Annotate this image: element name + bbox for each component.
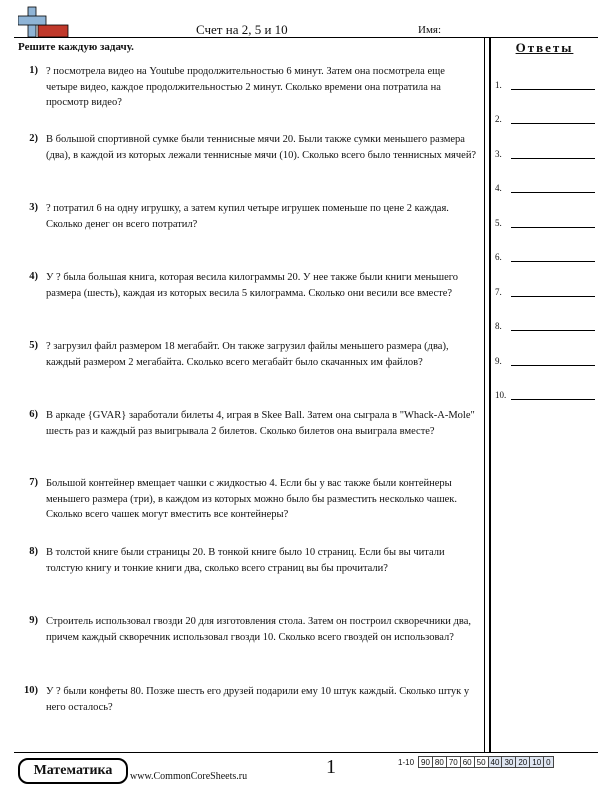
problem-number: 3) — [29, 202, 38, 213]
problem-text: Строитель использовал гвозди 20 для изготовления стола. Затем он построил скворечники два, причем каждый скворечник использовал гвозди 10. Сколько всего гвоздей он использовал? — [46, 616, 471, 643]
math-logo-icon — [18, 5, 70, 39]
score-cell: 10 — [530, 757, 544, 768]
problem-number: 1) — [29, 65, 38, 76]
answer-line[interactable] — [511, 158, 595, 159]
problem-number: 9) — [29, 615, 38, 626]
page-number: 1 — [326, 756, 336, 778]
score-cell: 60 — [460, 757, 474, 768]
answer-line[interactable] — [511, 261, 595, 262]
site-link[interactable]: www.CommonCoreSheets.ru — [130, 771, 248, 782]
score-cell: 50 — [474, 757, 488, 768]
problem-number: 6) — [29, 409, 38, 420]
brand-badge: Математика — [18, 758, 128, 784]
score-cell: 80 — [432, 757, 446, 768]
score-cell: 0 — [544, 757, 553, 768]
answer-number: 5. — [495, 218, 502, 228]
score-cell: 40 — [488, 757, 502, 768]
problem-number: 2) — [29, 133, 38, 144]
instructions: Решите каждую задачу. — [18, 41, 134, 53]
answer-line[interactable] — [511, 365, 595, 366]
problem-number: 8) — [29, 546, 38, 557]
answer-number: 10. — [495, 390, 507, 400]
answer-number: 1. — [495, 80, 502, 90]
name-label: Имя: — [418, 24, 442, 36]
score-cell: 70 — [446, 757, 460, 768]
footer-divider — [14, 752, 598, 753]
score-cell: 30 — [502, 757, 516, 768]
answer-line[interactable] — [511, 227, 595, 228]
answer-line[interactable] — [511, 296, 595, 297]
page-title: Счет на 2, 5 и 10 — [196, 22, 288, 37]
answer-number: 9. — [495, 356, 502, 366]
answer-line[interactable] — [511, 192, 595, 193]
score-range-label: 1-10 — [398, 757, 415, 767]
problem-text: ? загрузил файл размером 18 мегабайт. Он также загрузил файлы меньшего размера (два), каждый размером 2 мегабайта. Сколько всего мегабайт было скачанных им файлов? — [46, 341, 449, 368]
column-divider — [484, 37, 485, 752]
answer-number: 8. — [495, 321, 502, 331]
answer-line[interactable] — [511, 89, 595, 90]
problem-text: В аркаде {GVAR} заработали билеты 4, играя в Skee Ball. Затем она сыграла в "Whack-A-Mole" шесть раз и каждый раз выигрывала 2 билетов. Сколько билетов она выиграла вместе? — [46, 410, 475, 437]
problem-text: ? посмотрела видео на Youtube продолжительностью 6 минут. Затем она посмотрела еще четыре видео, каждое продолжительностью 2 минут. Сколько времени она потратила на просмотр видео? — [46, 66, 445, 108]
problem-number: 4) — [29, 271, 38, 282]
answer-line[interactable] — [511, 330, 595, 331]
problem-number: 7) — [29, 477, 38, 488]
column-divider-thick — [489, 37, 491, 752]
answer-number: 2. — [495, 114, 502, 124]
answer-number: 4. — [495, 183, 502, 193]
answers-title: Ответы — [515, 40, 574, 55]
answer-line[interactable] — [511, 399, 595, 400]
problem-text: У ? были конфеты 80. Позже шесть его друзей подарили ему 10 штук каждый. Сколько штук у него осталось? — [46, 686, 470, 713]
problem-text: В большой спортивной сумке были теннисные мячи 20. Были также сумки меньшего размера (два), в каждой из которых лежали теннисные мячи (10). Сколько всего было теннисных мячей? — [46, 134, 477, 161]
problem-number: 10) — [24, 685, 38, 696]
problem-text: В толстой книге были страницы 20. В тонкой книге было 10 страниц. Если бы вы читали толстую книгу и тонкие книги два, сколько всего страниц вы бы прочитали? — [46, 547, 445, 574]
answer-line[interactable] — [511, 123, 595, 124]
problem-text: ? потратил 6 на одну игрушку, а затем купил четыре игрушек поменьше по цене 2 каждая. Сколько денег он всего потратил? — [46, 203, 449, 230]
score-table — [396, 756, 554, 768]
header-divider — [14, 37, 598, 38]
answer-number: 6. — [495, 252, 502, 262]
problem-number: 5) — [29, 340, 38, 351]
problem-text: Большой контейнер вмещает чашки с жидкостью 4. Если бы у вас также были контейнеры меньшего размера (три), в каждом из которых можно было бы разместить несколько чашек. Сколько всего чашек могут вместить все контейнеры? — [46, 478, 458, 520]
problem-text: У ? была большая книга, которая весила килограммы 20. У нее также были книги меньшего размера (шесть), каждая из которых весила 5 килограмма. Сколько они весили все вместе? — [46, 272, 459, 299]
score-cell: 90 — [419, 757, 433, 768]
answer-number: 3. — [495, 149, 502, 159]
answer-number: 7. — [495, 287, 502, 297]
score-cell: 20 — [516, 757, 530, 768]
